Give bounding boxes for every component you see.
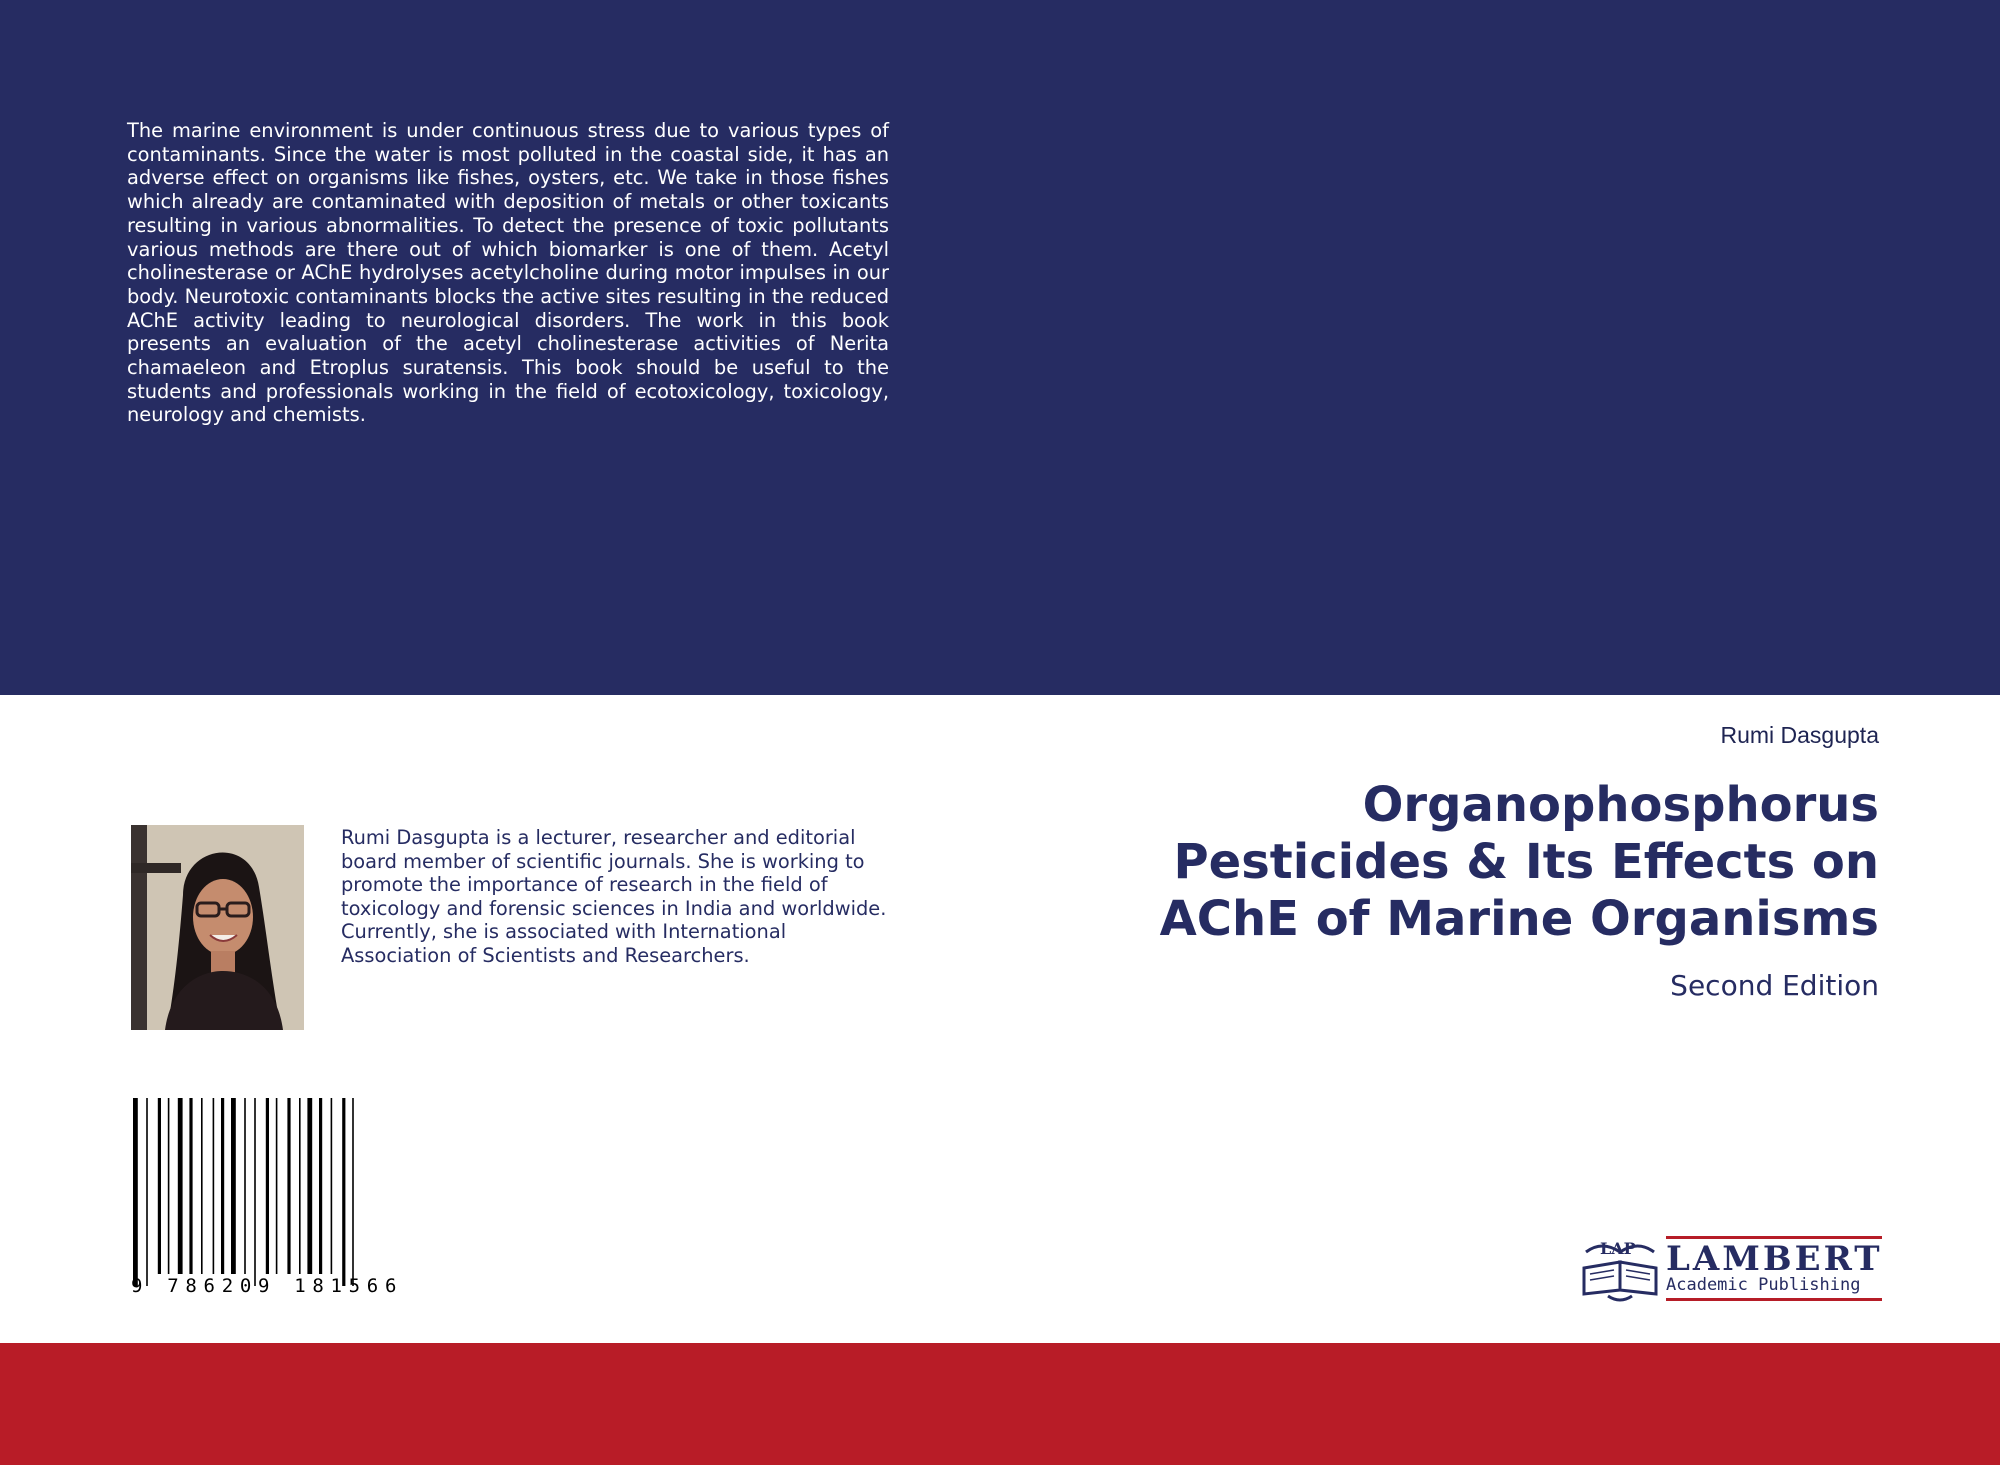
- barcode-bar: [342, 1098, 345, 1286]
- publisher-name: LAMBERT: [1666, 1239, 1883, 1279]
- barcode-bar: [307, 1098, 312, 1274]
- front-author-name: Rumi Dasgupta: [1720, 722, 1879, 748]
- book-title: [1079, 777, 1879, 948]
- title-line-2: Pesticides & Its Effects on: [1173, 834, 1879, 890]
- bottom-red-band: [0, 1343, 2000, 1465]
- barcode-bar: [189, 1098, 192, 1274]
- barcode-bar: [201, 1098, 203, 1274]
- barcode-bar: [352, 1098, 354, 1286]
- author-photo: [131, 825, 304, 1030]
- barcode-number: 9 786209 181566: [131, 1275, 404, 1297]
- publisher-logo: [1578, 1234, 1888, 1304]
- title-line-1: Organophosphorus: [1362, 777, 1879, 833]
- barcode-bar: [287, 1098, 290, 1274]
- open-book-icon: [1578, 1234, 1664, 1304]
- publisher-subtitle: Academic Publishing: [1666, 1275, 1861, 1295]
- barcode-bar: [276, 1098, 278, 1274]
- barcode-bar: [266, 1098, 269, 1274]
- publisher-bottom-rule: [1666, 1298, 1882, 1301]
- edition-label: Second Edition: [1670, 969, 1879, 1002]
- top-blue-band: [0, 0, 2000, 695]
- barcode-bar: [254, 1098, 256, 1286]
- publisher-badge: LAP: [1600, 1239, 1636, 1258]
- barcode-bar: [331, 1098, 333, 1274]
- barcode-bar: [213, 1098, 215, 1274]
- title-line-3: AChE of Marine Organisms: [1159, 891, 1879, 947]
- author-bio: Rumi Dasgupta is a lecturer, researcher and editorial board member of scientific journals. She is working to promote the importance of research in the field of toxicology and forensic sciences in India and worldwide. Currently, she is associated with International Association of Scientists and Researchers.: [341, 826, 887, 967]
- back-cover-blurb: The marine environment is under continuous stress due to various types of contaminants. Since the water is most polluted in the coastal side, it has an adverse effect on organisms like fishes, oysters, etc. We take in those fishes which already are contaminated with deposition of metals or other toxicants resulting in various abnormalities. To detect the presence of toxic pollutants various methods are there out of which biomarker is one of them. Acetyl cholinesterase or AChE hydrolyses acetylcholine during motor impulses in our body. Neurotoxic contaminants blocks the active sites resulting in the reduced AChE activity leading to neurological disorders. The work in this book presents an evaluation of the acetyl cholinesterase activities of Nerita chamaeleon and Etroplus suratensis. This book should be useful to the students and professionals working in the field of ecotoxicology, toxicology, neurology and chemists.: [127, 119, 889, 427]
- barcode-bar: [178, 1098, 183, 1274]
- barcode-bar: [221, 1098, 224, 1274]
- barcode-bar: [146, 1098, 148, 1286]
- barcode-bar: [158, 1098, 161, 1274]
- barcode-bar: [319, 1098, 322, 1274]
- isbn-barcode: [131, 1098, 461, 1298]
- barcode-bar: [133, 1098, 138, 1286]
- barcode-bars: [131, 1098, 461, 1298]
- barcode-bar: [244, 1098, 246, 1274]
- barcode-bar: [299, 1098, 301, 1274]
- barcode-bar: [231, 1098, 236, 1274]
- barcode-bar: [168, 1098, 170, 1274]
